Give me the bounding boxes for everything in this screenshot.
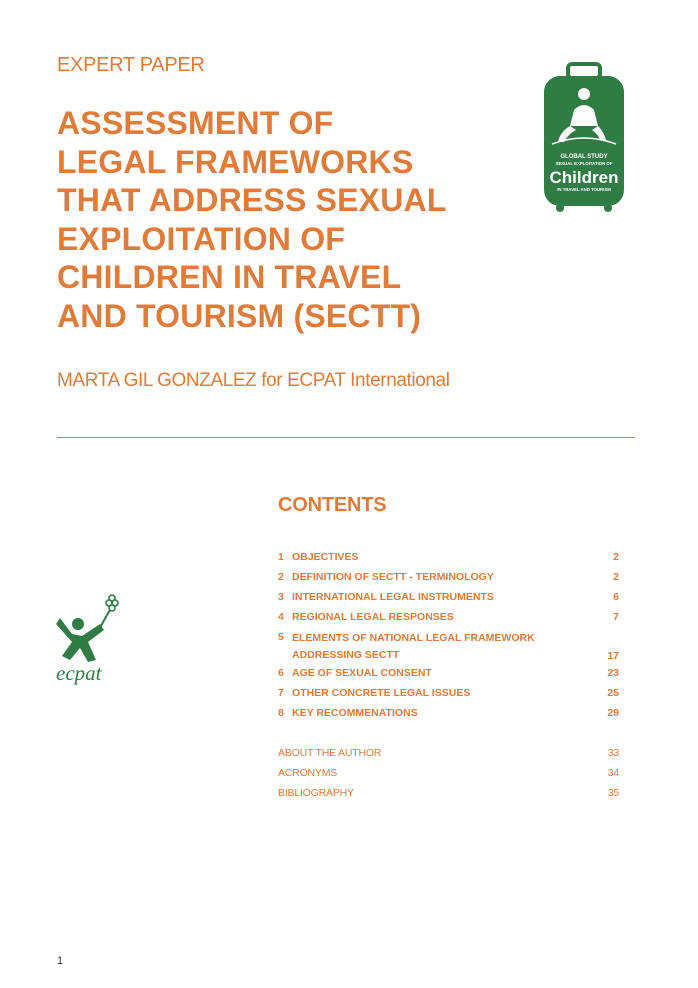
- title-line: EXPLOITATION OF: [57, 220, 346, 257]
- child-figure-icon: [56, 618, 104, 662]
- toc-item[interactable]: [278, 550, 619, 565]
- toc-label: OTHER CONCRETE LEGAL ISSUES: [292, 687, 471, 699]
- page-number: 1: [57, 955, 64, 967]
- logo-text-children: Children: [549, 168, 619, 187]
- toc-number: 2: [278, 571, 284, 583]
- toc-page: 7: [613, 611, 619, 623]
- toc-label: OBJECTIVES: [292, 551, 359, 563]
- toc-extra-item[interactable]: [278, 766, 619, 781]
- toc-label: DEFINITION OF SECTT - TERMINOLOGY: [292, 571, 494, 583]
- author-line: MARTA GIL GONZALEZ for ECPAT International: [57, 370, 450, 391]
- toc-label: REGIONAL LEGAL RESPONSES: [292, 611, 454, 623]
- toc-number: 5: [278, 631, 284, 643]
- luggage-wheel: [556, 204, 564, 212]
- ecpat-logo: [52, 594, 130, 686]
- toc-page: 35: [607, 787, 619, 799]
- toc-item[interactable]: [278, 590, 619, 605]
- document-title: [57, 104, 527, 335]
- flower-icon: [100, 595, 118, 628]
- toc-label: KEY RECOMMENATIONS: [292, 707, 418, 719]
- toc-item[interactable]: [278, 570, 619, 585]
- logo-text-line: IN TRAVEL AND TOURISM: [557, 187, 611, 192]
- title-line: LEGAL FRAMEWORKS: [57, 143, 414, 180]
- toc-page: 34: [607, 767, 619, 779]
- title-line: THAT ADDRESS SEXUAL: [57, 182, 447, 218]
- toc-number: 4: [278, 611, 284, 623]
- title-line: AND TOURISM (SECTT): [57, 297, 422, 334]
- toc-page: 6: [613, 591, 619, 603]
- logo-text-line: SEXUAL EXPLOITATION OF: [555, 161, 613, 166]
- toc-item[interactable]: [278, 686, 619, 701]
- table-of-contents: [278, 550, 619, 726]
- contents-extras: [278, 746, 619, 806]
- toc-label: AGE OF SEXUAL CONSENT: [292, 667, 432, 679]
- document-kicker: EXPERT PAPER: [57, 54, 205, 76]
- toc-number: 8: [278, 707, 284, 719]
- global-study-luggage-logo: [540, 62, 628, 214]
- logo-text-line: GLOBAL STUDY: [560, 154, 608, 160]
- toc-page: 2: [613, 571, 619, 583]
- toc-number: 7: [278, 687, 284, 699]
- toc-extra-item[interactable]: [278, 746, 619, 761]
- toc-label: BIBLIOGRAPHY: [278, 787, 354, 799]
- toc-item[interactable]: [278, 666, 619, 681]
- toc-page: 2: [613, 551, 619, 563]
- luggage-wheel: [604, 204, 612, 212]
- toc-item[interactable]: [278, 706, 619, 721]
- luggage-handle: [568, 64, 600, 78]
- toc-item[interactable]: [278, 630, 619, 664]
- toc-extra-item[interactable]: [278, 786, 619, 801]
- toc-label: ELEMENTS OF NATIONAL LEGAL FRAMEWORK ADDRESSING SECTT: [292, 632, 535, 661]
- title-line: CHILDREN IN TRAVEL: [57, 259, 402, 295]
- toc-page: 23: [607, 667, 619, 679]
- contents-heading: CONTENTS: [278, 494, 387, 516]
- title-line: ASSESSMENT OF: [57, 105, 334, 141]
- toc-label: ACRONYMS: [278, 767, 338, 779]
- divider: [57, 437, 635, 438]
- toc-item[interactable]: [278, 610, 619, 625]
- toc-label: INTERNATIONAL LEGAL INSTRUMENTS: [292, 591, 494, 603]
- toc-number: 1: [278, 551, 284, 563]
- toc-number: 6: [278, 667, 284, 679]
- ecpat-wordmark: ecpat: [56, 661, 102, 685]
- toc-number: 3: [278, 591, 284, 603]
- toc-page: 17: [607, 650, 619, 662]
- toc-page: 29: [607, 707, 619, 719]
- toc-label: ABOUT THE AUTHOR: [278, 747, 382, 759]
- toc-page: 33: [607, 747, 619, 759]
- toc-page: 25: [607, 687, 619, 699]
